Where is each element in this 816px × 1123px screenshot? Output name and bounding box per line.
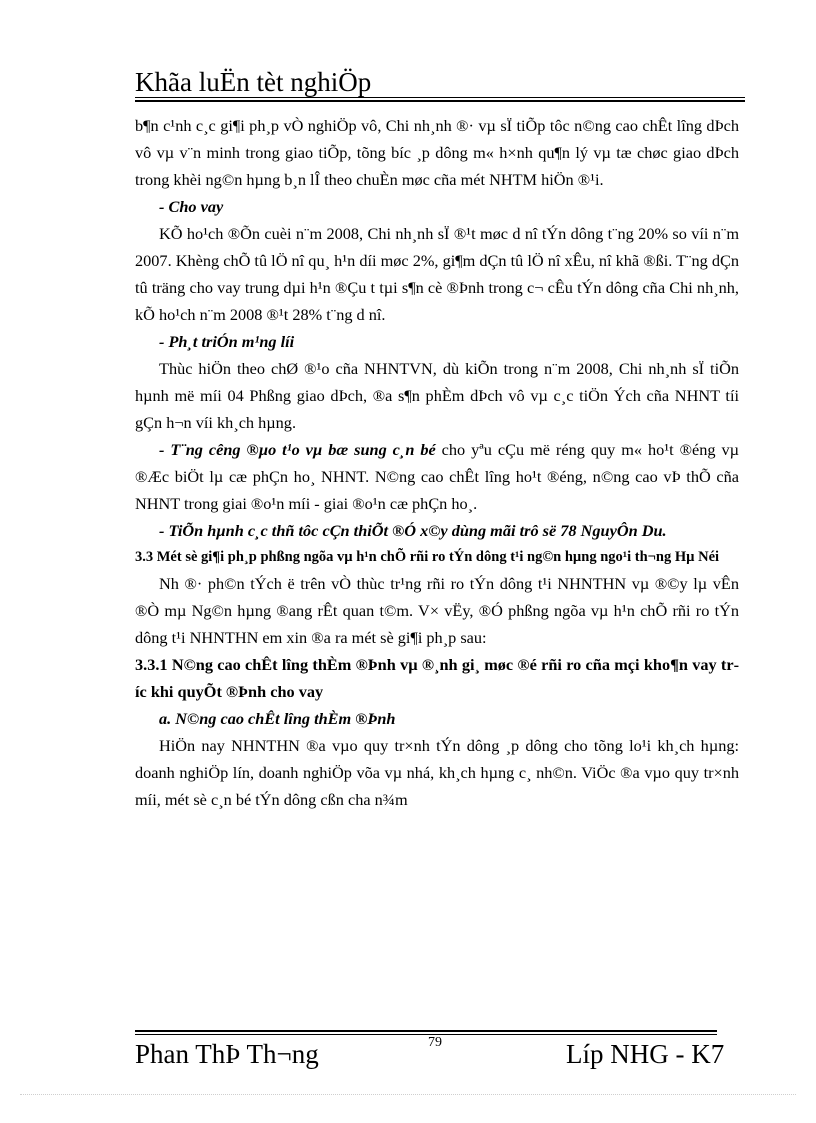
section-heading-3-3-1: 3.3.1 N©ng cao chÊt lîng thÈm ®Þnh vµ ®¸nh gi¸ møc ®é rñi ro cña mçi kho¶n vay tríc khi quyÕt ®Þnh cho vay <box>135 655 739 701</box>
subheading-tien-hanh: - TiÕn hµnh c¸c thñ tôc cÇn thiÕt ®Ó x©y dùng mãi trô së 78 NguyÔn Du. <box>159 521 667 540</box>
header-rule-thick <box>135 100 745 102</box>
subheading-a: a. N©ng cao chÊt lîng thÈm ®Þnh <box>159 709 396 728</box>
paragraph: Nh ®· ph©n tÝch ë trên vÒ thùc tr¹ng rñi ro tÝn dông t¹i NHNTHN vµ ®©y lµ vÊn ®Ò mµ Ng©n hµng ®ang rÊt quan t©m. V× vËy, ®Ó phßng ngõa vµ h¹n chÕ rñi ro tÝn dông t¹i NHNTHN em xin ®a ra mét sè gi¶i ph¸p sau: <box>135 574 739 647</box>
body-text <box>135 112 739 813</box>
paragraph: HiÖn nay NHNTHN ®a vµo quy tr×nh tÝn dông ¸p dông cho tõng lo¹i kh¸ch hµng: doanh nghiÖp lín, doanh nghiÖp võa vµ nhá, kh¸ch hµng c¸ nh©n. ViÖc ®a vµo quy tr×nh míi, mét sè c¸n bé tÝn dông cßn cha n¾m <box>135 736 739 809</box>
section-heading-3-3: 3.3 Mét sè gi¶i ph¸p phßng ngõa vµ h¹n chÕ rñi ro tÝn dông t¹i ng©n hµng ngo¹i th¬ng Hµ Néi <box>135 549 720 565</box>
paragraph: Thùc hiÖn theo chØ ®¹o cña NHNTVN, dù kiÕn trong n¨m 2008, Chi nh¸nh sÏ tiÕn hµnh më míi 04 Phßng giao dÞch, ®a s¶n phÈm dÞch vô vµ c¸c tiÖn Ých cña NHNT tíi gÇn h¬n víi kh¸ch hµng. <box>135 359 739 432</box>
header-title: Khãa luËn tèt nghiÖp <box>135 67 372 97</box>
footer-author: Phan ThÞ Th¬ng <box>135 1039 319 1069</box>
footer-class: Líp NHG - K7 <box>566 1039 725 1069</box>
page-number: 79 <box>428 1035 442 1050</box>
subheading-phat-trien: - Ph¸t triÓn m¹ng líi <box>159 332 295 351</box>
paragraph: KÕ ho¹ch ®Õn cuèi n¨m 2008, Chi nh¸nh sÏ ®¹t møc d nî tÝn dông t¨ng 20% so víi n¨m 2007. Khèng chÕ tû lÖ nî qu¸ h¹n díi møc 2%, gi¶m dÇn tû lÖ nî xÊu, nî khã ®ßi. T¨ng dÇn tû träng cho vay trung dµi h¹n ®Çu t tµi s¶n cè ®Þnh trong c¬ cÊu tÝn dông cña Chi nh¸nh, kÕ ho¹ch n¨m 2008 ®¹t 28% t¨ng d nî. <box>135 224 739 324</box>
subheading-cho-vay: - Cho vay <box>159 197 224 216</box>
page-edge-divider <box>20 1094 796 1095</box>
inline-label: - T¨ng cêng ®µo t¹o vµ bæ sung c¸n bé <box>159 440 436 459</box>
footer-rule-thin <box>135 1034 717 1035</box>
header-rule-thin <box>135 97 745 98</box>
footer-rule-thick <box>135 1030 717 1032</box>
paragraph-with-label <box>135 436 739 517</box>
paragraph: b¶n c¹nh c¸c gi¶i ph¸p vÒ nghiÖp vô, Chi nh¸nh ®· vµ sÏ tiÕp tôc n©ng cao chÊt lîng dÞch vô vµ v¨n minh trong giao tiÕp, tõng bíc ¸p dông m« h×nh qu¶n lý vµ tæ chøc giao dÞch trong khèi ng©n hµng b¸n lÎ theo chuÈn møc cña mét NHTM hiÖn ®¹i. <box>135 116 739 189</box>
inline-text: cho yªu cÇu më réng quy m« ho¹t ®éng vµ ®Æc biÖt lµ cæ phÇn ho¸ NHNT. N©ng cao chÊt lîng ho¹t ®éng, n©ng cao vÞ thÕ cña NHNT trong giai ®o¹n míi - giai ®o¹n cæ phÇn ho¸. <box>135 440 739 513</box>
